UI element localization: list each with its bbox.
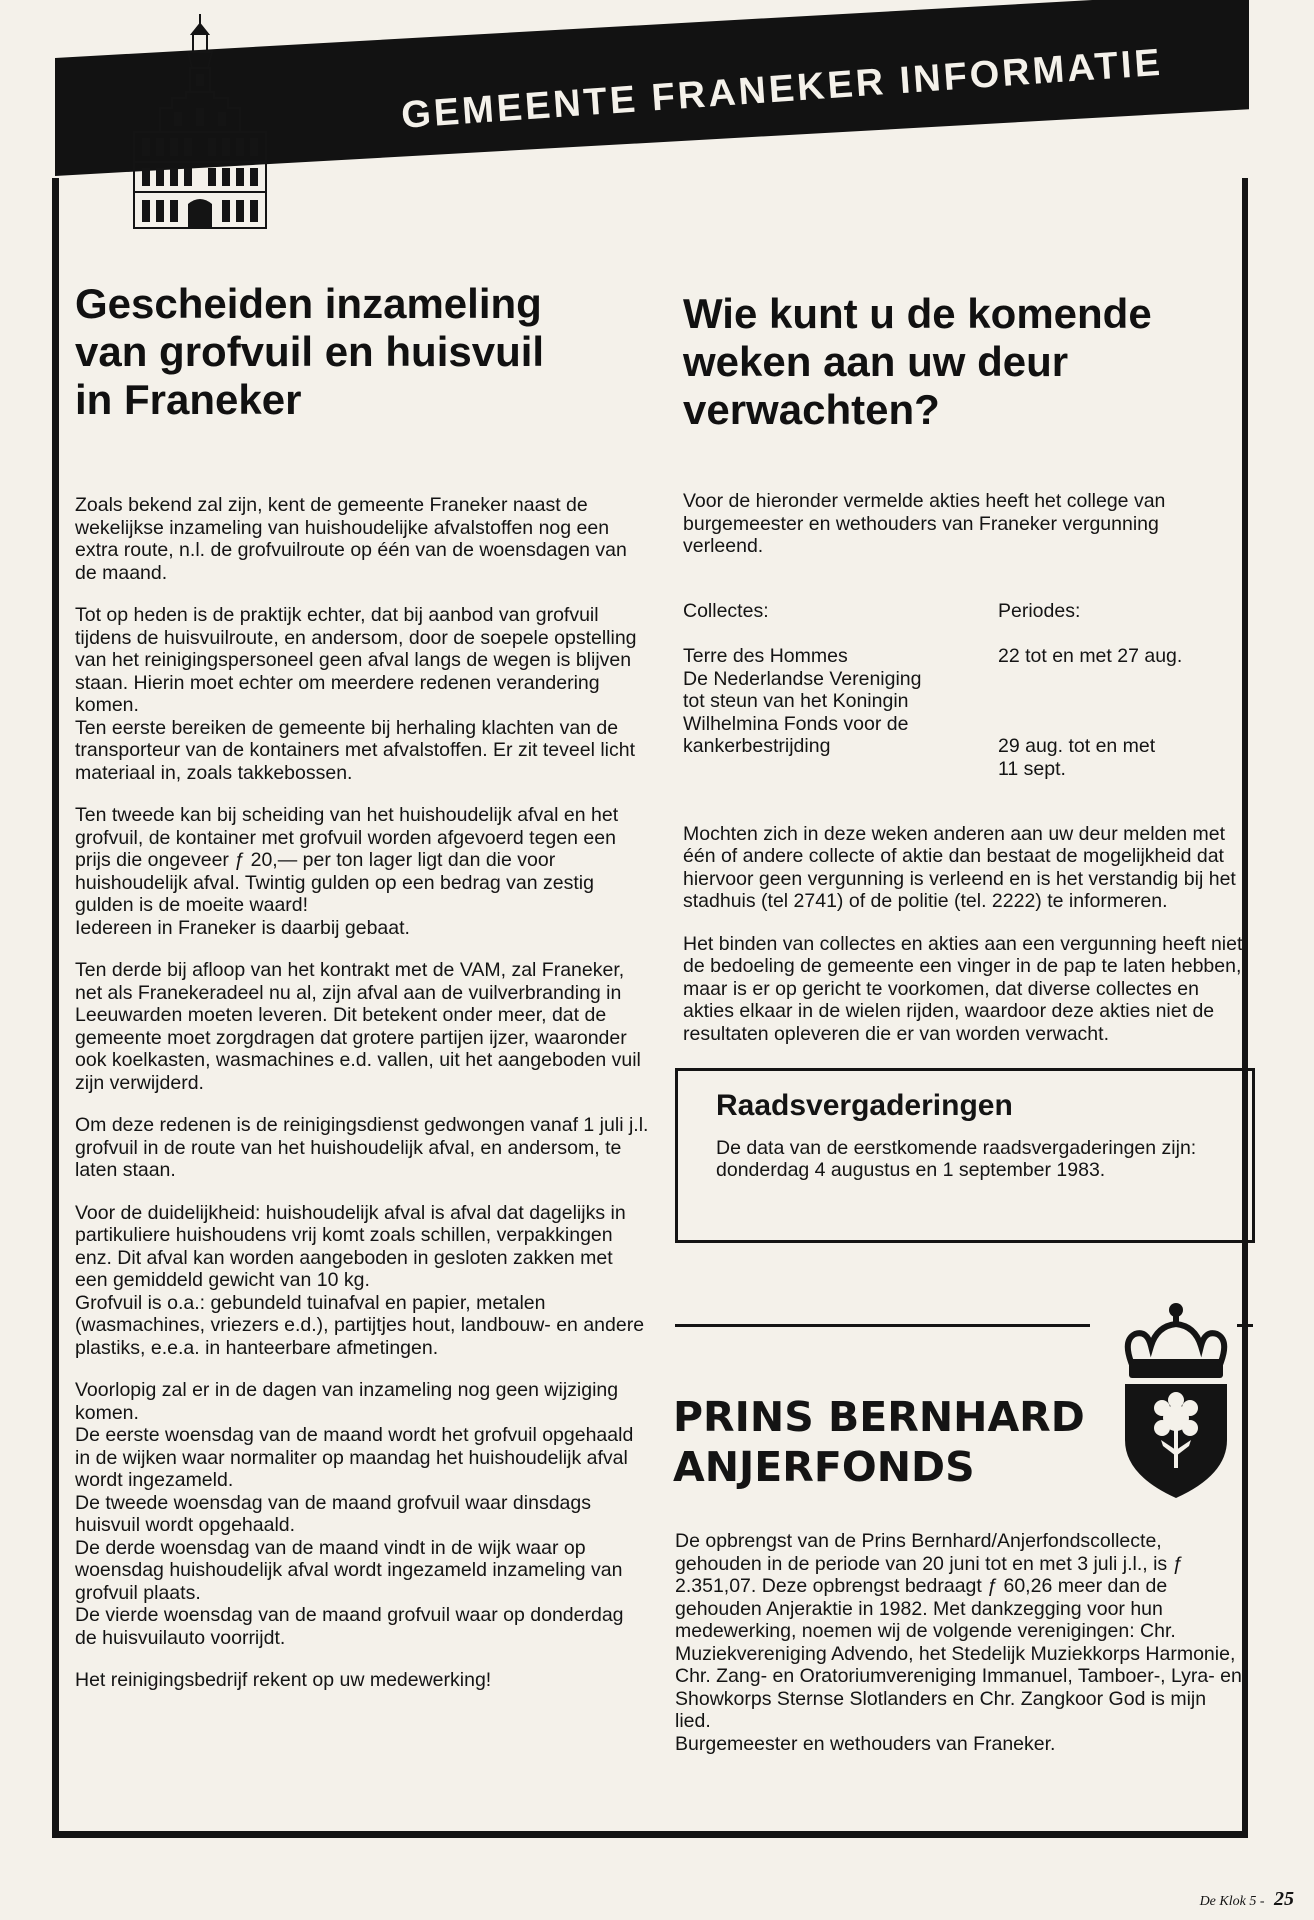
page-footer: De Klok 5 - 25 xyxy=(1199,1888,1294,1910)
raadsvergaderingen-box xyxy=(675,1068,1255,1243)
left-paragraph: Ten tweede kan bij scheiding van het huishoudelijk afval en het grofvuil, de kontainer met grofvuil worden afgevoerd tegen een prijs die ongeveer ƒ 20,— per ton lager ligt dan die voor huishoudelijk afval. Twintig gulden op een bedrag van zestig gulden is de moeite waard! Iedereen in Franeker is daarbij gebaat. xyxy=(75,804,619,939)
closing-line: Het reinigingsbedrijf rekent op uw medewerking! xyxy=(75,1669,492,1691)
right-intro: Voor de hieronder vermelde akties heeft het college van burgemeester en wethouders van Franeker vergunning verleend. xyxy=(683,490,1166,557)
collectes-label: Collectes: xyxy=(683,600,769,622)
divider xyxy=(1237,1324,1253,1327)
left-paragraph: Om deze redenen is de reinigingsdienst gedwongen vanaf 1 juli j.l. grofvuil in de route van het huishoudelijk afval, en andersom, te laten staan. xyxy=(75,1114,649,1181)
page-title: GEMEENTE FRANEKER INFORMATIE xyxy=(400,41,1165,137)
left-heading: Gescheiden inzameling van grofvuil en huisvuil in Franeker xyxy=(75,280,545,423)
left-paragraph: Tot op heden is de praktijk echter, dat bij aanbod van grofvuil tijdens de huisvuilroute, en andersom, door de soepele opstelling van het reinigingspersoneel geen afval langs de wegen is blijven staan. Hierin moet echter om meerdere redenen verandering komen. Ten eerste bereiken de gemeente bij herhaling klachten van de transporteur van de kontainers met afvalstoffen. Er zit teveel licht materiaal in, zoals takkebossen. xyxy=(75,604,637,784)
right-paragraph: Het binden van collectes en akties aan een vergunning heeft niet de bedoeling de gemeente een vinger in de pap te laten hebben, maar is er op gericht te voorkomen, dat diverse collectes en akties elkaar in de wielen rijden, waardoor deze akties niet de resultaten opleveren die er van worden verwacht. xyxy=(683,932,1243,1045)
prins-bernhard-title: PRINS BERNHARD ANJERFONDS xyxy=(673,1393,1085,1491)
left-paragraph: Voorlopig zal er in de dagen van inzameling nog geen wijziging komen. De eerste woensdag van de maand wordt het grofvuil opgehaald in de wijken waar normaliter op maandag het huishoudelijk afval wordt ingezameld. De tweede woensdag van de maand grofvuil waar dinsdags huisvuil wordt opgehaald. De derde woensdag van de maand vindt in de wijk waar op woensdag huishoudelijk afval wordt ingezameld inzameling van grofvuil plaats. De vierde woensdag van de maand grofvuil waar op donderdag de huisvuilauto voorrijdt. xyxy=(75,1379,634,1649)
raads-title: Raadsvergaderingen xyxy=(716,1089,1013,1122)
magazine-name: De Klok 5 xyxy=(1199,1894,1257,1909)
crown-shield-icon xyxy=(1117,1300,1235,1500)
right-column xyxy=(683,290,1243,1065)
collectes-table xyxy=(683,578,1243,803)
left-paragraph: Voor de duidelijkheid: huishoudelijk afval is afval dat dagelijks in partikuliere huishoudens vrij komt zoals schillen, verpakkingen enz. Dit afval kan worden aangeboden in gesloten zakken met een gemiddeld gewicht van 10 kg. Grofvuil is o.a.: gebundeld tuinafval en papier, metalen (wasmachines, vriezers e.d.), partijtjes hout, landbouw- en andere plastiks, e.e.a. in hanteerbare afmetingen. xyxy=(75,1201,645,1359)
right-paragraph: Mochten zich in deze weken anderen aan uw deur melden met één of andere collecte of aktie dan bestaat de mogelijkheid dat hiervoor geen vergunning is verleend en is het verstandig bij het stadhuis (tel 2741) of de politie (tel. 2222) te informeren. xyxy=(683,822,1236,912)
page-number: 25 xyxy=(1274,1888,1294,1910)
collectes-list: Terre des Hommes De Nederlandse Vereniging tot steun van het Koningin Wilhelmina Fonds voor de kankerbestrijding xyxy=(683,645,922,757)
prins-bernhard-text: De opbrengst van de Prins Bernhard/Anjerfondscollecte, gehouden in de periode van 20 juni tot en met 3 juli j.l., is ƒ 2.351,07. Deze opbrengst bedraagt ƒ 60,26 meer dan de gehouden Anjeraktie in 1982. Met dankzegging voor hun medewerking, noemen wij de volgende verenigingen: Chr. Muziekvereniging Advendo, het Stedelijk Muziekkorps Harmonie, Chr. Zang- en Oratoriumvereniging Immanuel, Tamboer-, Lyra- en Showkorps Sternse Slotlanders en Chr. Zangkoor God is mijn lied. Burgemeester en wethouders van Franeker. xyxy=(675,1530,1242,1755)
right-heading: Wie kunt u de komende weken aan uw deur verwachten? xyxy=(683,290,1152,433)
periodes-list: 22 tot en met 27 aug. 29 aug. tot en met 11 sept. xyxy=(998,645,1183,780)
left-paragraph: Ten derde bij afloop van het kontrakt met de VAM, zal Franeker, net als Franekeradeel nu al, zijn afval aan de vuilverbranding in Leeuwarden moeten leveren. Dit betekent onder meer, dat de gemeente moet zorgdragen dat grotere partijen ijzer, waaronder ook koelkasten, wasmachines e.d. vallen, uit het aangeboden vuil zijn verwijderd. xyxy=(75,959,641,1094)
divider xyxy=(675,1324,1090,1327)
left-paragraph: Zoals bekend zal zijn, kent de gemeente Franeker naast de wekelijkse inzameling van huishoudelijke afvalstoffen nog een extra route, n.l. de grofvuilroute op één van de woensdagen van de maand. xyxy=(75,494,627,584)
periodes-label: Periodes: xyxy=(998,600,1081,622)
left-column xyxy=(75,280,650,1712)
raads-text: De data van de eerstkomende raadsvergaderingen zijn: donderdag 4 augustus en 1 september 1983. xyxy=(716,1137,1197,1181)
